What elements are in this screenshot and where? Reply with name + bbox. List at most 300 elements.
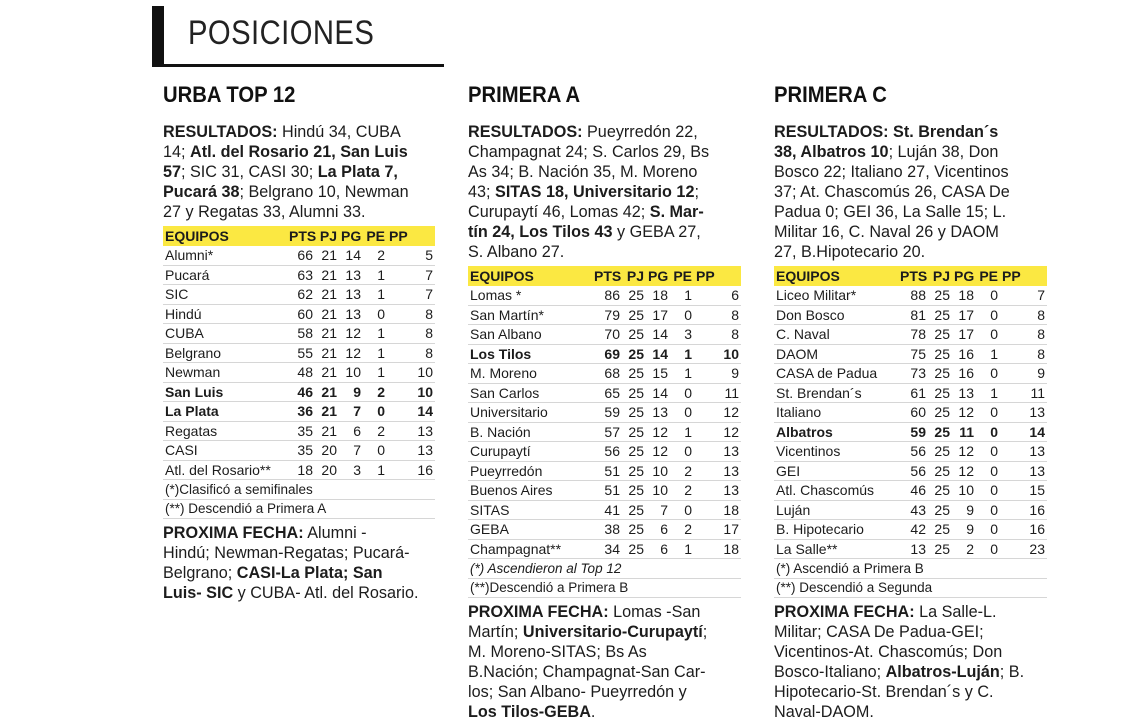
cell-pp: 10 bbox=[387, 382, 435, 402]
text-run: 14; bbox=[163, 143, 191, 161]
cell-pg: 10 bbox=[339, 363, 363, 383]
cell-pts: 56 bbox=[898, 461, 928, 481]
cell-pj: 25 bbox=[928, 461, 952, 481]
text-run: ; Belgrano 10, Newman bbox=[239, 183, 409, 201]
cell-pp: 12 bbox=[694, 422, 741, 442]
header-row bbox=[468, 266, 741, 286]
column-header-pp: PP bbox=[1000, 266, 1047, 286]
table-row bbox=[468, 500, 741, 520]
column-header-team: EQUIPOS bbox=[163, 226, 287, 246]
cell-team: Hindú bbox=[163, 304, 287, 324]
cell-pj: 25 bbox=[928, 422, 952, 442]
cell-pts: 13 bbox=[898, 539, 928, 559]
table-row bbox=[774, 325, 1047, 345]
next-fixtures-paragraph bbox=[774, 602, 1049, 722]
cell-pts: 86 bbox=[592, 286, 622, 305]
table-row bbox=[774, 383, 1047, 403]
cell-team: Pueyrredón bbox=[468, 461, 592, 481]
cell-pp: 8 bbox=[387, 304, 435, 324]
cell-pp: 13 bbox=[387, 441, 435, 461]
cell-pts: 88 bbox=[898, 286, 928, 305]
cell-team: La Salle** bbox=[774, 539, 898, 559]
cell-team: Curupaytí bbox=[468, 442, 592, 462]
cell-pp: 9 bbox=[1000, 364, 1047, 384]
standings-body bbox=[163, 246, 435, 519]
cell-pp: 14 bbox=[387, 402, 435, 422]
standings-header bbox=[163, 226, 435, 246]
table-row bbox=[163, 343, 435, 363]
text-run: Alumni - bbox=[303, 524, 367, 542]
text-run: Hindú 34, CUBA bbox=[277, 123, 401, 141]
cell-pts: 61 bbox=[898, 383, 928, 403]
cell-pp: 16 bbox=[1000, 500, 1047, 520]
cell-pe: 2 bbox=[363, 382, 387, 402]
section-title: PRIMERA A bbox=[468, 82, 581, 107]
table-row bbox=[163, 246, 435, 265]
standings-table bbox=[163, 226, 435, 519]
cell-pg: 10 bbox=[646, 461, 670, 481]
cell-pg: 13 bbox=[339, 285, 363, 305]
cell-pe: 1 bbox=[670, 539, 694, 559]
cell-pe: 0 bbox=[976, 539, 1000, 559]
cell-pts: 36 bbox=[287, 402, 315, 422]
cell-pj: 25 bbox=[928, 500, 952, 520]
cell-pe: 1 bbox=[363, 265, 387, 285]
cell-pj: 25 bbox=[622, 500, 646, 520]
cell-pe: 3 bbox=[670, 325, 694, 345]
cell-pe: 2 bbox=[670, 481, 694, 501]
cell-pg: 16 bbox=[952, 364, 976, 384]
cell-pj: 21 bbox=[315, 246, 339, 265]
table-row bbox=[163, 382, 435, 402]
table-row bbox=[163, 402, 435, 422]
cell-pp: 13 bbox=[387, 421, 435, 441]
cell-team: B. Nación bbox=[468, 422, 592, 442]
results-paragraph bbox=[163, 122, 438, 222]
cell-pp: 18 bbox=[694, 539, 741, 559]
cell-team: SITAS bbox=[468, 500, 592, 520]
cell-pe: 0 bbox=[976, 305, 1000, 325]
cell-pp: 8 bbox=[387, 343, 435, 363]
cell-team: SIC bbox=[163, 285, 287, 305]
cell-pts: 69 bbox=[592, 344, 622, 364]
bold-text: CASI-La Plata; San bbox=[236, 564, 383, 582]
text-line bbox=[774, 662, 1049, 682]
column-header-pe: PE bbox=[976, 266, 1000, 286]
cell-pts: 38 bbox=[592, 520, 622, 540]
cell-team: Regatas bbox=[163, 421, 287, 441]
cell-pg: 12 bbox=[952, 442, 976, 462]
cell-pg: 10 bbox=[952, 481, 976, 501]
footnote: (**) Descendió a Segunda bbox=[774, 578, 1047, 598]
cell-team: Newman bbox=[163, 363, 287, 383]
cell-pe: 0 bbox=[670, 383, 694, 403]
cell-pp: 7 bbox=[387, 265, 435, 285]
cell-pe: 1 bbox=[363, 363, 387, 383]
cell-pg: 12 bbox=[952, 461, 976, 481]
cell-team: Don Bosco bbox=[774, 305, 898, 325]
table-row bbox=[468, 481, 741, 501]
text-line bbox=[468, 202, 743, 222]
column-header-pg: PG bbox=[648, 268, 669, 284]
cell-pts: 48 bbox=[287, 363, 315, 383]
text-line bbox=[468, 162, 743, 182]
text-run: ; SIC 31, CASI 30; bbox=[181, 163, 318, 181]
cell-team: GEI bbox=[774, 461, 898, 481]
text-line bbox=[774, 242, 1049, 262]
column-header-pg: PG bbox=[954, 268, 975, 284]
cell-pp: 13 bbox=[694, 461, 741, 481]
text-run: B.Nación; Champagnat-San Car- bbox=[468, 663, 706, 681]
cell-pe: 0 bbox=[976, 364, 1000, 384]
table-row bbox=[163, 304, 435, 324]
table-row bbox=[774, 403, 1047, 423]
cell-pp: 13 bbox=[1000, 403, 1047, 423]
cell-pg: 16 bbox=[952, 344, 976, 364]
cell-pj: 25 bbox=[928, 325, 952, 345]
column-primera-c bbox=[774, 80, 1049, 722]
cell-pp: 17 bbox=[694, 520, 741, 540]
paragraph-label: PROXIMA FECHA: bbox=[163, 524, 304, 542]
text-run: ; bbox=[702, 623, 708, 641]
text-run: Vicentinos-At. Chascomús; Don bbox=[774, 643, 1003, 661]
text-line bbox=[163, 182, 438, 202]
cell-pj: 20 bbox=[315, 441, 339, 461]
text-run: M. Moreno-SITAS; Bs As bbox=[468, 643, 647, 661]
cell-pp: 8 bbox=[1000, 305, 1047, 325]
text-line bbox=[163, 543, 438, 563]
text-run: Militar 16, C. Naval 26 y DAOM bbox=[774, 223, 999, 241]
text-run: y GEBA 27, bbox=[612, 223, 701, 241]
cell-pj: 25 bbox=[928, 403, 952, 423]
cell-pe: 0 bbox=[976, 461, 1000, 481]
cell-pg: 13 bbox=[646, 403, 670, 423]
footnote-row bbox=[774, 559, 1047, 579]
cell-pj: 25 bbox=[622, 461, 646, 481]
cell-pe: 0 bbox=[670, 403, 694, 423]
standings-body bbox=[468, 286, 741, 598]
paragraph-label: PROXIMA FECHA: bbox=[468, 603, 609, 621]
text-run: Lomas -San bbox=[608, 603, 701, 621]
cell-pj: 25 bbox=[928, 286, 952, 305]
text-line bbox=[468, 142, 743, 162]
column-header-pe: PE bbox=[363, 226, 387, 246]
cell-pg: 12 bbox=[339, 343, 363, 363]
cell-pj: 21 bbox=[315, 382, 339, 402]
cell-pts: 68 bbox=[592, 364, 622, 384]
cell-team: Italiano bbox=[774, 403, 898, 423]
cell-pp: 13 bbox=[694, 442, 741, 462]
bold-text: La Plata 7, bbox=[317, 163, 398, 181]
bold-text: tín 24, Los Tilos 43 bbox=[468, 223, 613, 241]
table-row bbox=[774, 344, 1047, 364]
table-row bbox=[774, 461, 1047, 481]
cell-pg: 9 bbox=[952, 520, 976, 540]
text-line bbox=[774, 122, 1049, 142]
cell-pg: 14 bbox=[646, 325, 670, 345]
cell-team: CASA de Padua bbox=[774, 364, 898, 384]
text-run: Naval-DAOM. bbox=[774, 703, 874, 721]
table-row bbox=[774, 520, 1047, 540]
text-line bbox=[774, 222, 1049, 242]
text-run: y CUBA- Atl. del Rosario. bbox=[233, 584, 419, 602]
cell-pg: 17 bbox=[952, 325, 976, 345]
cell-team: Alumni* bbox=[163, 246, 287, 265]
footnote: (*) Ascendieron al Top 12 bbox=[468, 559, 741, 579]
cell-team: Universitario bbox=[468, 403, 592, 423]
text-run: Militar; CASA De Padua-GEI; bbox=[774, 623, 984, 641]
cell-pj: 25 bbox=[928, 481, 952, 501]
footnote-row bbox=[163, 480, 435, 500]
cell-pj: 25 bbox=[622, 403, 646, 423]
cell-pp: 7 bbox=[1000, 286, 1047, 305]
footnote-row bbox=[468, 559, 741, 579]
cell-team: Albatros bbox=[774, 422, 898, 442]
cell-pg: 14 bbox=[339, 246, 363, 265]
cell-pts: 51 bbox=[592, 481, 622, 501]
text-run: As 34; B. Nación 35, M. Moreno bbox=[468, 163, 698, 181]
cell-team: Lomas * bbox=[468, 286, 592, 305]
bold-text: Pucará 38 bbox=[163, 183, 240, 201]
cell-pg: 9 bbox=[952, 500, 976, 520]
cell-pj: 21 bbox=[315, 265, 339, 285]
table-row bbox=[774, 305, 1047, 325]
cell-pj: 25 bbox=[622, 305, 646, 325]
text-line bbox=[468, 182, 743, 202]
text-line bbox=[774, 682, 1049, 702]
text-line bbox=[774, 142, 1049, 162]
text-line bbox=[774, 642, 1049, 662]
cell-pe: 2 bbox=[363, 421, 387, 441]
cell-pp: 8 bbox=[387, 324, 435, 344]
cell-pp: 8 bbox=[694, 305, 741, 325]
text-line bbox=[774, 702, 1049, 722]
table-row bbox=[163, 363, 435, 383]
text-run: La Salle-L. bbox=[914, 603, 997, 621]
header-rule bbox=[152, 64, 444, 67]
cell-pj: 21 bbox=[315, 421, 339, 441]
footnote: (*)Clasificó a semifinales bbox=[163, 480, 435, 500]
cell-pts: 78 bbox=[898, 325, 928, 345]
cell-pj: 21 bbox=[315, 343, 339, 363]
cell-pts: 75 bbox=[898, 344, 928, 364]
cell-pe: 0 bbox=[363, 304, 387, 324]
text-run: Pueyrredón 22, bbox=[582, 123, 698, 141]
cell-team: C. Naval bbox=[774, 325, 898, 345]
cell-pg: 13 bbox=[339, 265, 363, 285]
text-run: 37; At. Chascomús 26, CASA De bbox=[774, 183, 1010, 201]
table-row bbox=[163, 421, 435, 441]
column-header-pj: PJ bbox=[622, 266, 646, 286]
column-header-pe: PE bbox=[670, 266, 694, 286]
cell-pe: 2 bbox=[363, 246, 387, 265]
paragraph-label: PROXIMA FECHA: bbox=[774, 603, 915, 621]
cell-pj: 25 bbox=[622, 364, 646, 384]
column-header-pts: PTS bbox=[289, 228, 317, 244]
cell-pg: 11 bbox=[952, 422, 976, 442]
column-header-pts: PTS bbox=[900, 268, 928, 284]
cell-pj: 25 bbox=[622, 325, 646, 345]
text-line bbox=[774, 602, 1049, 622]
text-run: Bosco 22; Italiano 27, Vicentinos bbox=[774, 163, 1009, 181]
cell-pe: 0 bbox=[363, 402, 387, 422]
cell-pj: 25 bbox=[928, 344, 952, 364]
text-line bbox=[468, 242, 743, 262]
header-bar bbox=[152, 6, 164, 64]
table-row bbox=[468, 403, 741, 423]
column-header-pts: PTS bbox=[594, 268, 622, 284]
table-row bbox=[774, 286, 1047, 305]
next-fixtures-paragraph bbox=[468, 602, 743, 722]
table-row bbox=[468, 461, 741, 481]
cell-pts: 46 bbox=[898, 481, 928, 501]
text-line bbox=[468, 682, 743, 702]
table-row bbox=[774, 500, 1047, 520]
table-row bbox=[468, 305, 741, 325]
cell-pj: 25 bbox=[928, 383, 952, 403]
text-run: los; San Albano- Pueyrredón y bbox=[468, 683, 687, 701]
cell-pp: 8 bbox=[1000, 325, 1047, 345]
text-line bbox=[468, 622, 743, 642]
cell-pp: 16 bbox=[387, 460, 435, 480]
cell-team: San Martín* bbox=[468, 305, 592, 325]
table-row bbox=[774, 422, 1047, 442]
results-paragraph bbox=[468, 122, 743, 262]
column-header-team: EQUIPOS bbox=[468, 266, 592, 286]
text-run: ; Luján 38, Don bbox=[888, 143, 999, 161]
cell-pp: 5 bbox=[387, 246, 435, 265]
text-run: 27 y Regatas 33, Alumni 33. bbox=[163, 203, 366, 221]
cell-pe: 0 bbox=[976, 422, 1000, 442]
cell-pg: 7 bbox=[646, 500, 670, 520]
text-run: S. Albano 27. bbox=[468, 243, 565, 261]
section-title: PRIMERA C bbox=[774, 82, 887, 107]
cell-pg: 9 bbox=[339, 382, 363, 402]
text-run: Hipotecario-St. Brendan´s y C. bbox=[774, 683, 994, 701]
footnote-row bbox=[468, 578, 741, 598]
text-line bbox=[468, 702, 743, 722]
cell-team: Liceo Militar* bbox=[774, 286, 898, 305]
cell-pe: 1 bbox=[363, 285, 387, 305]
cell-team: Vicentinos bbox=[774, 442, 898, 462]
cell-pts: 59 bbox=[592, 403, 622, 423]
table-row bbox=[468, 442, 741, 462]
cell-pe: 0 bbox=[670, 305, 694, 325]
text-line bbox=[468, 602, 743, 622]
bold-text: St. Brendan´s bbox=[893, 123, 999, 141]
text-run: ; B. bbox=[999, 663, 1025, 681]
cell-pp: 7 bbox=[387, 285, 435, 305]
cell-pe: 0 bbox=[976, 442, 1000, 462]
column-header-team: EQUIPOS bbox=[774, 266, 898, 286]
cell-pp: 9 bbox=[694, 364, 741, 384]
cell-pg: 6 bbox=[339, 421, 363, 441]
cell-pj: 25 bbox=[622, 422, 646, 442]
text-line bbox=[163, 563, 438, 583]
cell-pe: 0 bbox=[976, 286, 1000, 305]
cell-pts: 73 bbox=[898, 364, 928, 384]
table-row bbox=[468, 520, 741, 540]
table-row bbox=[774, 481, 1047, 501]
cell-pg: 12 bbox=[339, 324, 363, 344]
table-row bbox=[774, 364, 1047, 384]
cell-pts: 66 bbox=[287, 246, 315, 265]
text-run: Bosco-Italiano; bbox=[774, 663, 886, 681]
cell-pg: 14 bbox=[646, 383, 670, 403]
cell-pp: 18 bbox=[694, 500, 741, 520]
cell-pts: 79 bbox=[592, 305, 622, 325]
table-row bbox=[468, 539, 741, 559]
cell-pts: 51 bbox=[592, 461, 622, 481]
cell-pe: 1 bbox=[976, 383, 1000, 403]
cell-pp: 10 bbox=[387, 363, 435, 383]
cell-pe: 1 bbox=[670, 286, 694, 305]
text-line bbox=[774, 182, 1049, 202]
cell-pp: 13 bbox=[1000, 442, 1047, 462]
standings-table bbox=[774, 266, 1047, 598]
text-line bbox=[163, 202, 438, 222]
text-line bbox=[163, 162, 438, 182]
table-row bbox=[774, 539, 1047, 559]
cell-pts: 63 bbox=[287, 265, 315, 285]
cell-pj: 25 bbox=[622, 383, 646, 403]
standings-header bbox=[468, 266, 741, 286]
cell-pts: 60 bbox=[898, 403, 928, 423]
bold-text: Albatros-Luján bbox=[885, 663, 1000, 681]
bold-text: Atl. del Rosario 21, San Luis bbox=[190, 143, 408, 161]
text-line bbox=[468, 122, 743, 142]
cell-pg: 12 bbox=[646, 442, 670, 462]
text-line bbox=[774, 202, 1049, 222]
table-row bbox=[163, 265, 435, 285]
standings-table bbox=[468, 266, 741, 598]
cell-pe: 0 bbox=[976, 500, 1000, 520]
cell-pe: 1 bbox=[670, 422, 694, 442]
cell-pe: 0 bbox=[670, 442, 694, 462]
table-row bbox=[468, 344, 741, 364]
cell-pts: 18 bbox=[287, 460, 315, 480]
bold-text: SITAS 18, Universitario 12 bbox=[495, 183, 695, 201]
section-title: URBA TOP 12 bbox=[163, 82, 296, 107]
cell-pp: 12 bbox=[694, 403, 741, 423]
text-run: Champagnat 24; S. Carlos 29, Bs bbox=[468, 143, 710, 161]
cell-team: DAOM bbox=[774, 344, 898, 364]
cell-pp: 16 bbox=[1000, 520, 1047, 540]
footnote: (**)Descendió a Primera B bbox=[468, 578, 741, 598]
cell-pg: 7 bbox=[339, 441, 363, 461]
cell-pg: 18 bbox=[646, 286, 670, 305]
cell-pe: 0 bbox=[670, 500, 694, 520]
cell-pg: 13 bbox=[339, 304, 363, 324]
results-paragraph bbox=[774, 122, 1049, 262]
cell-pp: 11 bbox=[1000, 383, 1047, 403]
cell-pp: 10 bbox=[694, 344, 741, 364]
cell-pts: 62 bbox=[287, 285, 315, 305]
cell-pts: 42 bbox=[898, 520, 928, 540]
cell-pg: 7 bbox=[339, 402, 363, 422]
cell-pj: 21 bbox=[315, 402, 339, 422]
cell-team: Luján bbox=[774, 500, 898, 520]
bold-text: Luis- SIC bbox=[163, 584, 234, 602]
cell-pe: 1 bbox=[363, 460, 387, 480]
text-line bbox=[468, 662, 743, 682]
cell-pp: 15 bbox=[1000, 481, 1047, 501]
text-run: ; bbox=[694, 183, 699, 201]
cell-pts: 41 bbox=[592, 500, 622, 520]
cell-pp: 13 bbox=[1000, 461, 1047, 481]
text-run: Martín; bbox=[468, 623, 523, 641]
column-primera-a bbox=[468, 80, 743, 722]
